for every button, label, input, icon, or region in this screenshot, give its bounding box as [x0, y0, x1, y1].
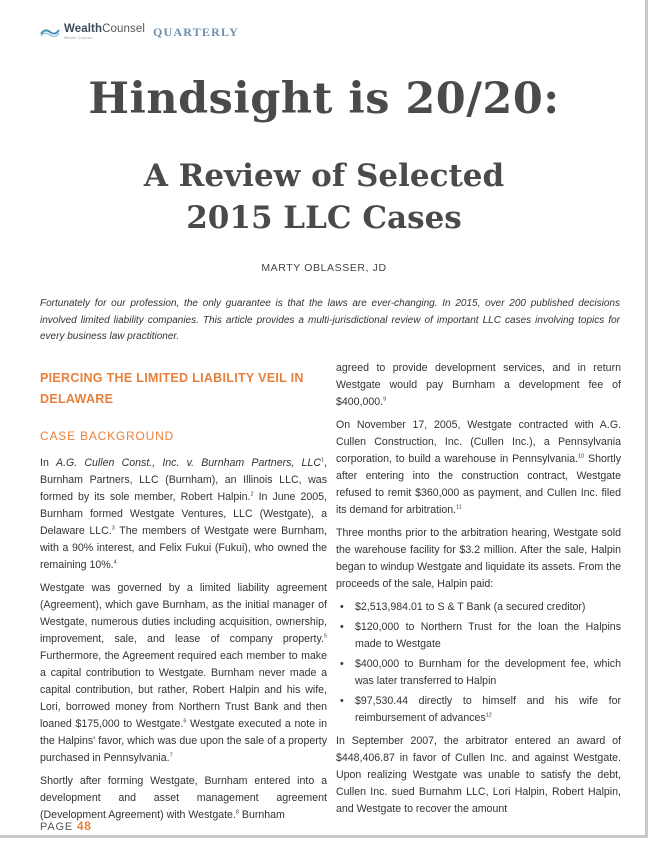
masthead: [40, 22, 239, 42]
section-heading: PIERCING THE LIMITED LIABILITY VEIL IN DELAWARE: [40, 371, 304, 406]
paragraph: Westgate was governed by a limited liability agreement (Agreement), which gave Burnham, as the initial manager of Westgate, numerous duties including acquisition, ownership, improvement, sale, and lease of company property.$^5$ Furthermore, the Agreement required each member to make a capital contribution to Westgate. Burnham never made a capital contribution, but rather, Robert Halpin and his wife, Lori, borrowed money from Northern Trust Bank and then loaned $175,000 to Westgate.$^6$ Westgate executed a note in the Halpins' favor, which was due upon the sale of a property purchased in Pennsylvania.$^7$: [40, 582, 328, 764]
brand-tagline: Wealth Counsel: [64, 35, 93, 40]
article-title: Hindsight is 20/20:: [88, 74, 560, 124]
article-intro: Fortunately for our profession, the only guarantee is that the laws are ever-changing. In 2015, over 200 published decisions involved limited liability companies. This article provides a multi-jurisdictional review of important LLC cases involving topics for every business law practitioner.: [40, 298, 620, 342]
brand-name: WealthCounsel: [64, 23, 145, 35]
case-name: A.G. Cullen Const., Inc. v. Burnham Partners, LLC: [56, 457, 321, 469]
paragraph: Shortly after forming Westgate, Burnham entered into a development and asset management agreement (Development Agreement) with Westgate.$^8$ Burnham: [40, 775, 327, 821]
paragraph: On November 17, 2005, Westgate contracted with A.G. Cullen Construction, Inc. (Cullen Inc.), a Pennsylvania corporation, to build a warehouse in Pennsylvania.$^{10}$ Shortly after entering into the construction contract, Westgate refused to remit $360,000 as payment, and Cullen Inc. filed its demand for arbitration.$^{11}$: [336, 419, 621, 516]
footnote-ref: 11: [456, 504, 462, 511]
page-number: PAGE 48: [40, 819, 92, 833]
list-item: • $120,000 to Northern Trust for the loan the Halpins made to Westgate: [336, 619, 621, 653]
footnote-ref: 2: [250, 491, 254, 498]
right-column: [336, 360, 621, 824]
subsection-heading: CASE BACKGROUND: [40, 429, 175, 443]
footnote-ref: 8: [235, 809, 239, 816]
paragraph: In A.G. Cullen Const., Inc. v. Burnham Partners, LLC$^1$, Burnham Partners, LLC (Burnham), an Illinois LLC, was formed by its sole member, Robert Halpin.$^2$ In June 2005, Burnham formed Westgate Ventures, LLC (Westgate), a Delaware LLC.$^3$ The members of Westgate were Burnham, with a 90% interest, and Felix Fukui (Fukui), who owned the remaining 10%.$^4$: [40, 457, 327, 571]
payment-list: [336, 599, 621, 727]
subtitle-line-2: 2015 LLC Cases: [186, 200, 462, 236]
paragraph: agreed to provide development services, and in return Westgate would pay Burnham a development fee of $400,000.$^9$: [336, 362, 621, 408]
footnote-ref: 4: [113, 559, 117, 566]
footnote-ref: 10: [578, 453, 585, 460]
footnote-ref: 9: [383, 396, 387, 403]
footnote-ref: 3: [111, 525, 115, 532]
footnote-ref: 1: [320, 457, 325, 464]
list-item: • $97,530.44 directly to himself and his wife for reimbursement of advances$^{12}$: [336, 693, 621, 727]
footnote-ref: 5: [323, 633, 327, 640]
paragraph: In September 2007, the arbitrator entered an award of $448,406.87 in favor of Cullen Inc. and against Westgate. Upon realizing Westgate was unable to satisfy the debt, Cullen Inc. sued Burnahm LLC, Lori Halpin, Robert Halpin, and Westgate to recover the amount: [336, 735, 621, 815]
list-item: • $2,513,984.01 to S & T Bank (a secured creditor): [336, 599, 621, 616]
footnote-ref: 6: [183, 718, 187, 725]
subtitle-line-1: A Review of Selected: [143, 158, 505, 194]
paragraph: Three months prior to the arbitration hearing, Westgate sold the warehouse facility for $3.2 million. After the sale, Halpin began to windup Westgate and liquidate its assets. From the proceeds of the sale, Halpin paid:: [336, 527, 621, 590]
author-byline: MARTY OBLASSER, JD: [261, 262, 387, 274]
left-column: [40, 358, 327, 830]
list-item: • $400,000 to Burnham for the development fee, which was later transferred to Halpin: [336, 656, 621, 690]
brand-logo: [64, 24, 145, 40]
publication-name: QUARTERLY: [153, 24, 239, 39]
footnote-ref: 12: [485, 712, 492, 719]
wave-logo-icon: [40, 27, 60, 37]
article-subtitle: [0, 155, 648, 239]
footnote-ref: 7: [169, 752, 173, 759]
